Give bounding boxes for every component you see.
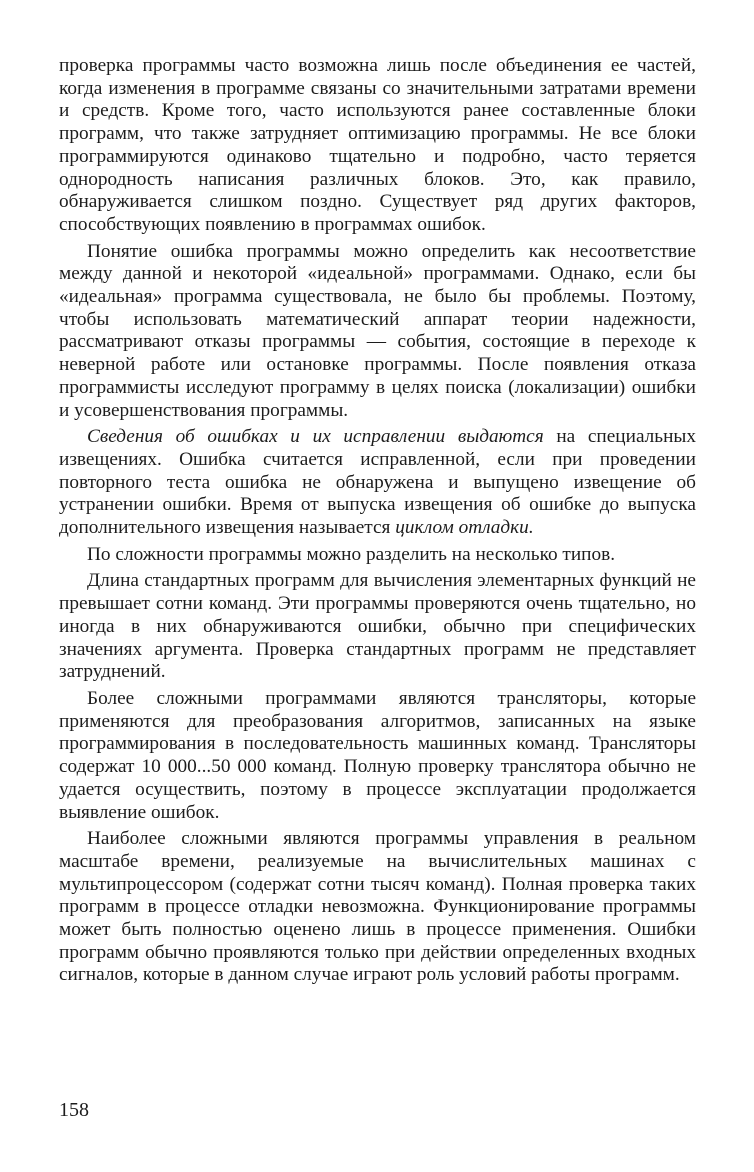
paragraph: [59, 688, 696, 824]
page-number: 158: [59, 1099, 89, 1121]
paragraph-text: Наиболее сложными являются программы управления в реальном масштабе времени, реализуемые на вычислительных машинах с мультипроцессором (содержат сотни тысяч команд). Полная проверка таких программ в процессе отладки невозможна. Функционирование программы может быть полностью оценено лишь в процессе применения. Ошибки программ обычно проявляются только при действии определенных входных сигналов, которые в данном случае играют роль условий работы программ.: [59, 828, 696, 986]
paragraph-text: проверка программы часто возможна лишь после объединения ее частей, когда изменения в программе связаны со значительными затратами времени и средств. Кроме того, часто используются ранее составленные блоки программ, что также затрудняет оптимизацию программы. Не все блоки программируются одинаково тщательно и подробно, часто теряется однородность написания различных блоков. Это, как правило, обнаруживается слишком поздно. Существует ряд других факторов, способствующих появлению в программах ошибок.: [59, 55, 696, 235]
italic-term: циклом отладки.: [395, 517, 534, 539]
italic-term: Сведения об ошибках и их исправлении выдаются: [87, 426, 557, 448]
paragraph-text: По сложности программы можно разделить на несколько типов.: [87, 543, 616, 565]
paragraph-text: на специальных извещениях. Ошибка считается исправленной, если при проведении повторного теста ошибка не обнаружена и выпущено извещение об устранении ошибки. Время от выпуска извещения об ошибке до выпуска дополнительного извещения называется: [59, 426, 697, 539]
paragraph: [59, 55, 696, 237]
paragraph-text: Понятие ошибка программы можно определить как несоответствие между данной и некоторой «идеальной» программами. Однако, если бы «идеальная» программа существовала, не было бы проблемы. Поэтому, чтобы использовать математический аппарат теории надежности, рассматривают отказы программы — события, состоящие в переходе к неверной работе или остановке программы. После появления отказа программисты исследуют программу в целях поиска (локализации) ошибки и усовершенствования программы.: [59, 240, 696, 421]
page-body: [59, 55, 696, 987]
paragraph: [59, 426, 696, 540]
paragraph: [59, 544, 696, 567]
paragraph-text: Более сложными программами являются трансляторы, которые применяются для преобразования алгоритмов, записанных на языке программирования в последовательность машинных команд. Трансляторы содержат 10 000...50 000 команд. Полную проверку транслятора обычно не удается осуществить, поэтому в процессе эксплуатации продолжается выявление ошибок.: [59, 687, 696, 823]
paragraph: [59, 570, 696, 684]
paragraph-text: Длина стандартных программ для вычисления элементарных функций не превышает сотни команд. Эти программы проверяются очень тщательно, но иногда в них обнаруживаются ошибки, обычно при специфических значениях аргумента. Проверка стандартных программ не представляет затруднений.: [59, 570, 696, 683]
paragraph: [59, 828, 696, 987]
paragraph: [59, 241, 696, 423]
